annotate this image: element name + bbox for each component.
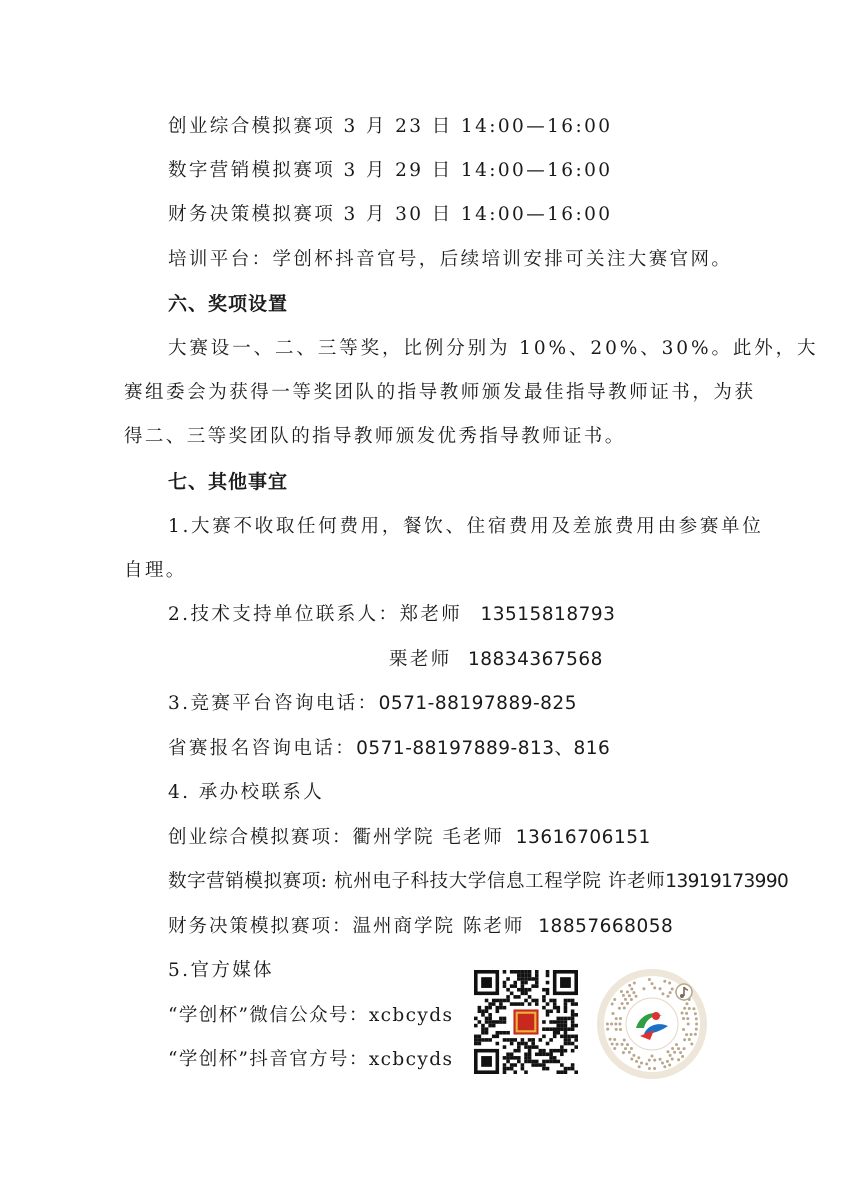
item-2-second-phone: 18834367568 [467,649,603,670]
qr-center-logo [512,1008,541,1037]
province-label: 省赛报名咨询电话： [168,738,357,759]
douyin-account: “学创杯”抖音官方号：xcbcyds [168,1049,454,1070]
item-1-line-2: 自理。 [124,560,187,581]
item-5-heading: 5.官方媒体 [168,960,275,981]
section-6-paragraph-line-2: 赛组委会为获得一等奖团队的指导教师颁发最佳指导教师证书，为获 [124,382,756,403]
training-row-2: 数字营销模拟赛项 3 月 29 日 14:00—16:00 [168,160,613,181]
item-3-phone: 0571-88197889-825 [378,693,577,714]
contact-2-label: 数字营销模拟赛项: 杭州电子科技大学信息工程学院 许老师 [168,871,666,892]
contact-1-label: 创业综合模拟赛项：衢州学院 毛老师 [168,827,504,848]
contact-3 [168,914,673,940]
contact-1-phone: 13616706151 [515,827,651,848]
training-platform: 培训平台：学创杯抖音官号，后续培训安排可关注大赛官网。 [168,249,733,270]
item-2-second-contact [389,647,603,673]
item-2-contact [168,602,615,628]
item-3-hotline [168,691,577,717]
training-row-3: 财务决策模拟赛项 3 月 30 日 14:00—16:00 [168,204,613,225]
section-6-heading: 六、奖项设置 [168,293,289,315]
contact-1 [168,825,651,851]
item-3-label: 3.竞赛平台咨询电话： [168,693,379,714]
section-6-paragraph-line-1: 大赛设一、二、三等奖，比例分别为 10%、20%、30%。此外，大 [168,338,819,359]
wechat-account: “学创杯”微信公众号：xcbcyds [168,1005,454,1026]
douyin-mini-program-code [596,968,708,1080]
contact-2 [168,869,788,895]
item-2-phone: 13515818793 [480,604,616,625]
item-2-second-label: 栗老师 [389,649,452,670]
province-phone: 0571-88197889-813、816 [356,738,611,759]
section-6-paragraph-line-3: 得二、三等奖团队的指导教师颁发优秀指导教师证书。 [124,426,626,447]
item-2-label: 2.技术支持单位联系人：郑老师 [168,604,463,625]
province-hotline [168,736,610,762]
contact-3-phone: 18857668058 [538,916,674,937]
wechat-qr-code [474,970,578,1074]
item-1-line-1: 1.大赛不收取任何费用，餐饮、住宿费用及差旅费用由参赛单位 [168,516,764,537]
contact-3-label: 财务决策模拟赛项：温州商学院 陈老师 [168,916,525,937]
item-4-heading: 4. 承办校联系人 [168,782,325,803]
contact-2-phone: 13919173990 [665,871,789,892]
douyin-icon [676,984,692,1000]
section-7-heading: 七、其他事宜 [168,471,289,493]
training-row-1: 创业综合模拟赛项 3 月 23 日 14:00—16:00 [168,116,613,137]
